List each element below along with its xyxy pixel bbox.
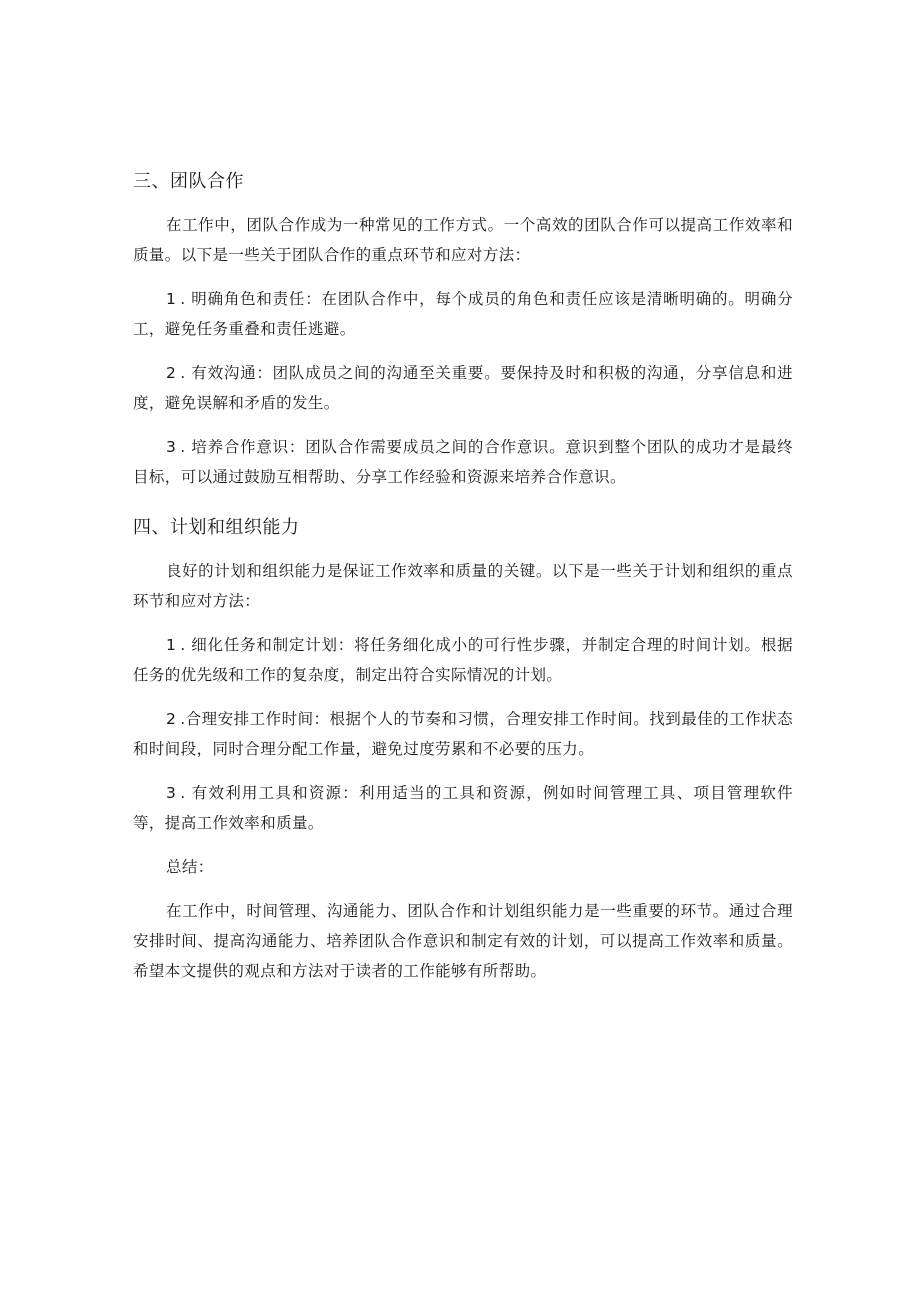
section-3-item-2 [133,358,793,418]
item-text: . 细化任务和制定计划：将任务细化成小的可行性步骤，并制定合理的时间计划。根据任务的优先级和工作的复杂度，制定出符合实际情况的计划。 [133,636,793,684]
item-text: . 有效利用工具和资源：利用适当的工具和资源，例如时间管理工具、项目管理软件等，提高工作效率和质量。 [133,784,793,832]
item-text: . 培养合作意识：团队合作需要成员之间的合作意识。意识到整个团队的成功才是最终目标，可以通过鼓励互相帮助、分享工作经验和资源来培养合作意识。 [133,438,793,486]
item-number: 2 [166,364,177,382]
item-text: . 有效沟通：团队成员之间的沟通至关重要。要保持及时和积极的沟通，分享信息和进度，避免误解和矛盾的发生。 [133,364,793,412]
section-4-item-2 [133,704,793,764]
section-4-heading: 四、计划和组织能力 [133,517,300,538]
summary-text: 在工作中，时间管理、沟通能力、团队合作和计划组织能力是一些重要的环节。通过合理安排时间、提高沟通能力、培养团队合作意识和制定有效的计划，可以提高工作效率和质量。希望本文提供的观点和方法对于读者的工作能够有所帮助。 [133,902,793,980]
section-3-heading: 三、团队合作 [133,171,244,192]
section-4-intro: 良好的计划和组织能力是保证工作效率和质量的关键。以下是一些关于计划和组织的重点环节和应对方法： [133,562,793,610]
summary-label: 总结： [166,858,214,876]
item-number: 3 [166,438,177,456]
document-content [133,166,793,1000]
item-text: . 明确角色和责任：在团队合作中，每个成员的角色和责任应该是清晰明确的。明确分工，避免任务重叠和责任逃避。 [133,290,793,338]
section-3-item-3 [133,432,793,492]
section-4-item-1 [133,630,793,690]
section-3-item-1 [133,284,793,344]
item-number: 1 [166,636,177,654]
item-number: 2 [166,710,177,728]
item-number: 1 [166,290,177,308]
section-4-item-3 [133,778,793,838]
item-text: .合理安排工作时间：根据个人的节奏和习惯，合理安排工作时间。找到最佳的工作状态和时间段，同时合理分配工作量，避免过度劳累和不必要的压力。 [133,710,793,758]
item-number: 3 [166,784,177,802]
section-3-intro: 在工作中，团队合作成为一种常见的工作方式。一个高效的团队合作可以提高工作效率和质量。以下是一些关于团队合作的重点环节和应对方法： [133,216,793,264]
